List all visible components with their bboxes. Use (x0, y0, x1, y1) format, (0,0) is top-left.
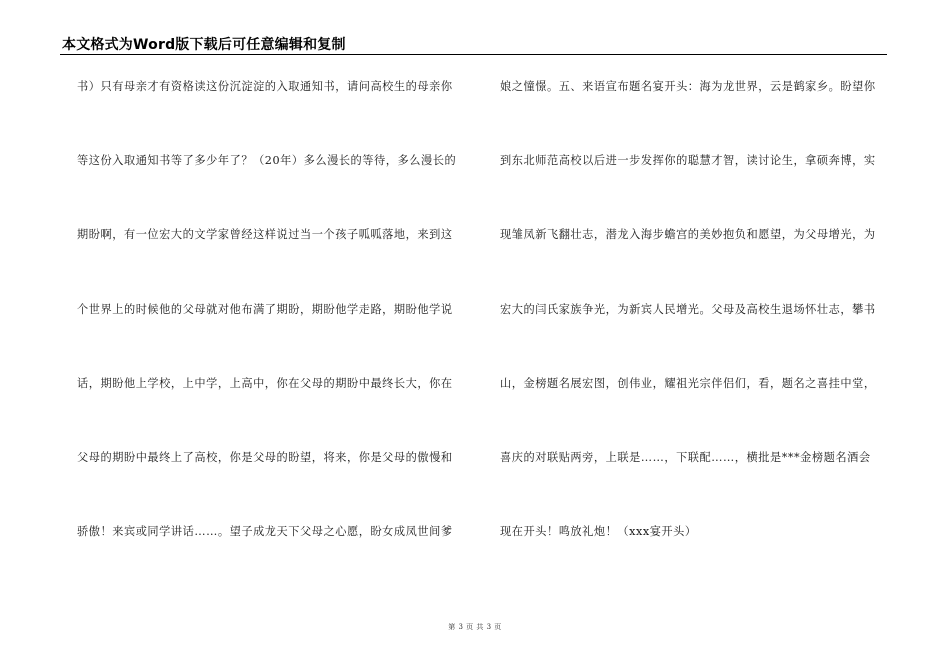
document-header-title: 本文格式为Word版下载后可任意编辑和复制 (62, 37, 346, 53)
right-text-column (500, 77, 885, 596)
text-line: 父母的期盼中最终上了高校，你是父母的盼望，将来，你是父母的傲慢和 (77, 450, 453, 464)
text-line: 到东北师范高校以后进一步发挥你的聪慧才智，读讨论生，拿硕奔博，实 (500, 154, 876, 168)
text-line: 山，金榜题名展宏图，创伟业，耀祖光宗伴侣们，看，题名之喜挂中堂， (500, 376, 876, 390)
text-line: 等这份入取通知书等了多少年了？（20年）多么漫长的等待，多么漫长的 (77, 154, 457, 168)
text-line: 话，期盼他上学校，上中学，上高中，你在父母的期盼中最终长大，你在 (77, 376, 453, 390)
text-line: 骄傲！来宾或同学讲话……。望子成龙天下父母之心愿，盼女成凤世间爹 (77, 525, 453, 539)
header-divider (60, 54, 887, 55)
text-line: 现在开头！鸣放礼炮！（xxx宴开头） (500, 525, 697, 539)
text-line: 娘之憧憬。五、来语宣布题名宴开头：海为龙世界，云是鹤家乡。盼望你 (500, 80, 876, 93)
text-line: 宏大的闫氏家族争光，为新宾人民增光。父母及高校生退场怀壮志，攀书 (500, 302, 876, 316)
text-line: 现雏凤新飞翻壮志，潜龙入海步蟾宫的美妙抱负和愿望，为父母增光，为 (500, 228, 876, 242)
page-number-footer: 第 3 页 共 3 页 (448, 623, 502, 631)
text-line: 个世界上的时候他的父母就对他布满了期盼，期盼他学走路，期盼他学说 (77, 302, 453, 316)
left-text-column (77, 77, 462, 596)
text-line: 期盼啊，有一位宏大的文学家曾经这样说过当一个孩子呱呱落地，来到这 (77, 228, 453, 242)
text-line: 喜庆的对联贴两旁，上联是……，下联配……，横批是***金榜题名酒会 (500, 450, 871, 464)
text-line: 书）只有母亲才有资格读这份沉淀淀的入取通知书，请问高校生的母亲你 (77, 80, 453, 93)
